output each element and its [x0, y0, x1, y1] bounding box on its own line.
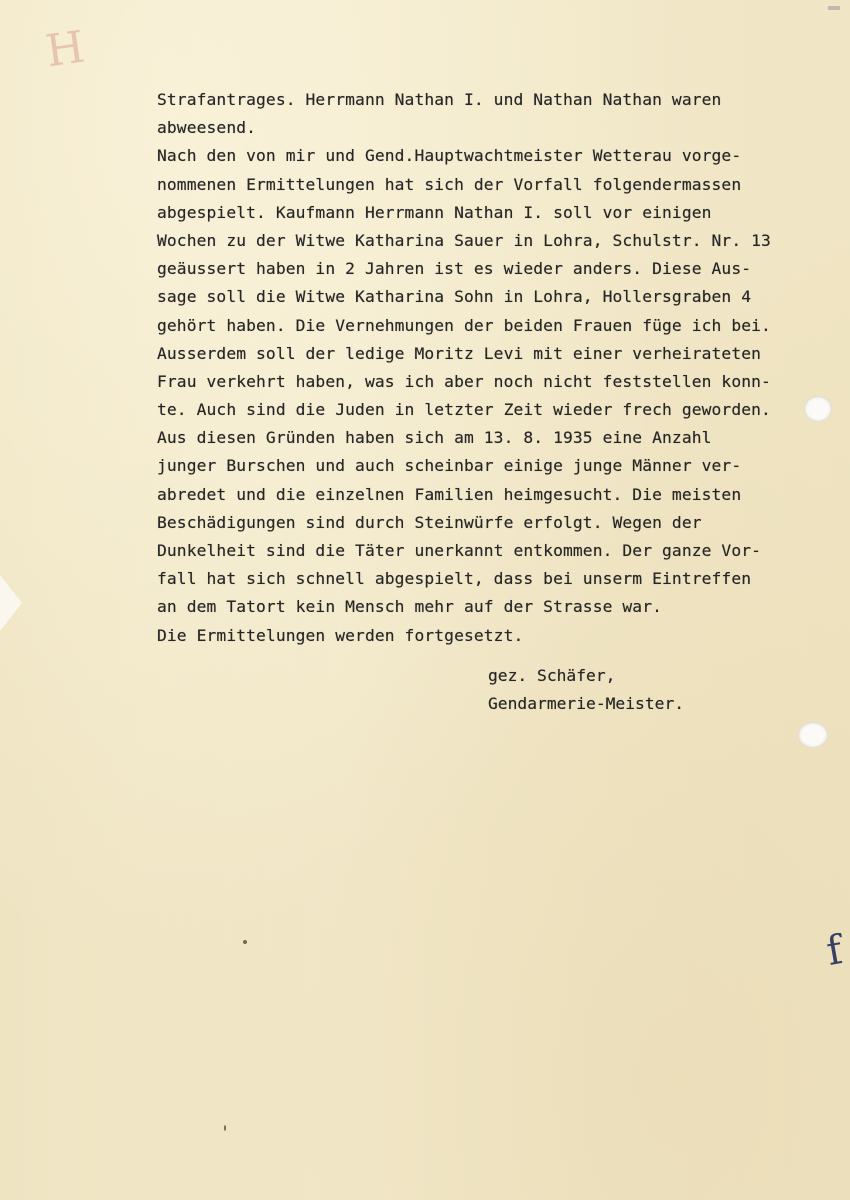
- text-line: geäussert haben in 2 Jahren ist es wieder anders. Diese Aus-: [157, 259, 752, 279]
- typewritten-body: [157, 86, 837, 650]
- text-line: Frau verkehrt haben, was ich aber noch nicht feststellen konn-: [157, 371, 771, 391]
- text-line: abgespielt. Kaufmann Herrmann Nathan I. soll vor einigen: [157, 202, 712, 222]
- ink-dot: [243, 940, 247, 944]
- ink-dot: [224, 1125, 226, 1131]
- text-line: te. Auch sind die Juden in letzter Zeit wieder frech geworden.: [157, 400, 771, 420]
- text-line: Aus diesen Gründen haben sich am 13. 8. 1935 eine Anzahl: [157, 428, 712, 448]
- text-line: abredet und die einzelnen Familien heimgesucht. Die meisten: [157, 484, 742, 504]
- text-line: Dunkelheit sind die Täter unerkannt entkommen. Der ganze Vor-: [157, 541, 762, 560]
- text-line: nommenen Ermittelungen hat sich der Vorfall folgendermassen: [157, 174, 742, 194]
- punch-hole: [804, 396, 832, 422]
- text-line: fall hat sich schnell abgespielt, dass bei unserm Eintreffen: [157, 569, 752, 589]
- text-line: Wochen zu der Witwe Katharina Sauer in Lohra, Schulstr. Nr. 13: [157, 230, 771, 250]
- text-line: Strafantrages. Herrmann Nathan I. und Nathan Nathan waren: [157, 90, 722, 109]
- text-line: abweesend.: [157, 118, 257, 138]
- text-line: Ausserdem soll der ledige Moritz Levi mit einer verheirateten: [157, 343, 762, 363]
- text-line: Nach den von mir und Gend.Hauptwachtmeister Wetterau vorge-: [157, 146, 742, 166]
- signature-name: gez. Schäfer,: [488, 666, 616, 685]
- text-line: an dem Tatort kein Mensch mehr auf der Strasse war.: [157, 597, 663, 617]
- torn-edge: [0, 575, 22, 631]
- text-line: gehört haben. Die Vernehmungen der beiden Frauen füge ich bei.: [157, 315, 771, 335]
- punch-hole: [798, 722, 828, 748]
- text-line: junger Burschen und auch scheinbar einige junge Männer ver-: [157, 456, 742, 476]
- signature-title: Gendarmerie-Meister.: [488, 694, 685, 713]
- pencil-mark: H: [42, 21, 88, 78]
- text-line: Beschädigungen sind durch Steinwürfe erfolgt. Wegen der: [157, 512, 702, 532]
- corner-mark: [828, 6, 840, 10]
- text-line: sage soll die Witwe Katharina Sohn in Lohra, Hollersgraben 4: [157, 287, 752, 307]
- text-line: Die Ermittelungen werden fortgesetzt.: [157, 625, 524, 645]
- handwritten-ink-mark: f: [823, 927, 846, 975]
